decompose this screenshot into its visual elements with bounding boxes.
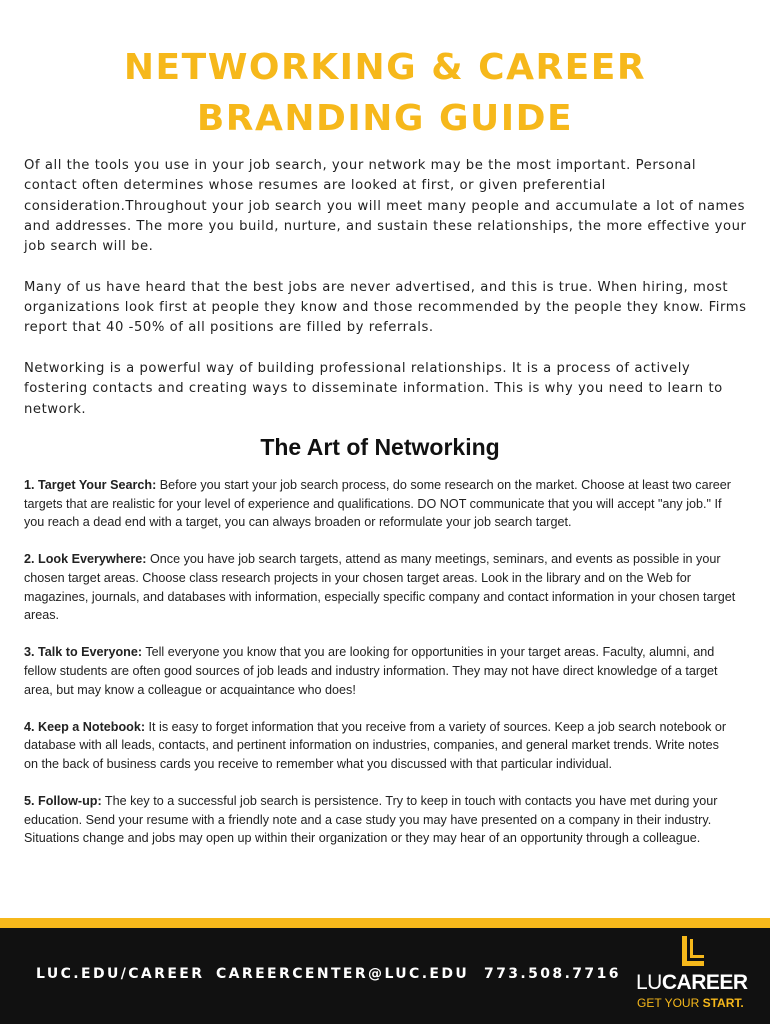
- page-title: [0, 42, 770, 144]
- l-mark-icon: [680, 936, 708, 970]
- tip-title: 4. Keep a Notebook:: [24, 719, 146, 734]
- phone-link[interactable]: 773.508.7716: [484, 966, 621, 982]
- tip-item: [24, 550, 736, 624]
- logo-wordmark: [636, 971, 748, 995]
- intro-paragraph: Networking is a powerful way of building professional relationships. It is a process of actively fostering contacts and creating ways to disseminate information. This is why you need to learn to network.: [24, 360, 723, 417]
- tip-title: 3. Talk to Everyone:: [24, 645, 143, 660]
- title-line-2: BRANDING GUIDE: [196, 98, 574, 139]
- title-line-1: NETWORKING & CAREER: [123, 47, 647, 88]
- tip-item: [24, 643, 736, 699]
- tip-title: 5. Follow-up:: [24, 794, 102, 809]
- footer: [0, 928, 770, 1024]
- tip-text: It is easy to forget information that you receive from a variety of sources. Keep a job search notebook or database with all leads, contacts, and pertinent information on industries, companies, and general market trends. Write notes on the back of business cards you receive to remember what you discussed with that particular individual.: [24, 719, 727, 771]
- intro-section: [24, 156, 748, 440]
- tip-item: [24, 476, 736, 532]
- intro-paragraph: Many of us have heard that the best jobs are never advertised, and this is true. When hiring, most organizations look first at people they know and those recommended by the people they know. Firms report that 40 -50% of all positions are filled by referrals.: [24, 279, 747, 336]
- section-heading: The Art of Networking: [260, 434, 500, 460]
- tip-title: 1. Target Your Search:: [24, 478, 157, 492]
- website-link[interactable]: LUC.EDU/CAREER: [36, 966, 205, 982]
- tip-text: Tell everyone you know that you are looking for opportunities in your target areas. Faculty, alumni, and fellow students are often good sources of job leads and industry information. They may not have direct knowledge of a target area, but may know a colleague or acquaintance who does!: [24, 645, 718, 697]
- footer-accent-stripe: [0, 918, 770, 928]
- intro-paragraph: Of all the tools you use in your job search, your network may be the most important. Personal contact often determines whose resumes are looked at first, or given preferential consideration.Throughout your job search you will meet many people and accumulate a lot of names and addresses. The more you build, nurture, and sustain these relationships, the more effective your job search will be.: [24, 158, 747, 255]
- lu-career-logo: [636, 936, 752, 1018]
- tips-list: [24, 476, 736, 866]
- logo-lu: LU: [636, 971, 662, 994]
- tip-text: Once you have job search targets, attend as many meetings, seminars, and events as possible in your chosen target areas. Choose class research projects in your chosen target areas. Look in the library and on the Web for magazines, journals, and databases with information, especially specific company and contact information in your chosen target areas.: [24, 552, 736, 623]
- tip-text: The key to a successful job search is persistence. Try to keep in touch with contacts you have met during your education. Send your resume with a friendly note and a case study you may have presented on a company in their industry. Situations change and jobs may open up within their organization or they may hear of an opportunity through a colleague.: [24, 794, 718, 846]
- tip-item: [24, 718, 736, 774]
- tagline-prefix: GET YOUR: [637, 996, 703, 1010]
- logo-tagline: [637, 996, 744, 1010]
- logo-career: CAREER: [661, 971, 748, 994]
- tip-item: [24, 792, 736, 848]
- tip-title: 2. Look Everywhere:: [24, 552, 147, 567]
- tip-text: Before you start your job search process, do some research on the market. Choose at least two career targets that are realistic for your level of experience and qualifications. DO NOT communicate that you will accept "any job." If you reach a dead end with a target, you can always broaden or reformulate your job search target.: [24, 478, 731, 530]
- tagline-emphasis: START.: [702, 996, 744, 1010]
- email-link[interactable]: CAREERCENTER@LUC.EDU: [216, 966, 470, 982]
